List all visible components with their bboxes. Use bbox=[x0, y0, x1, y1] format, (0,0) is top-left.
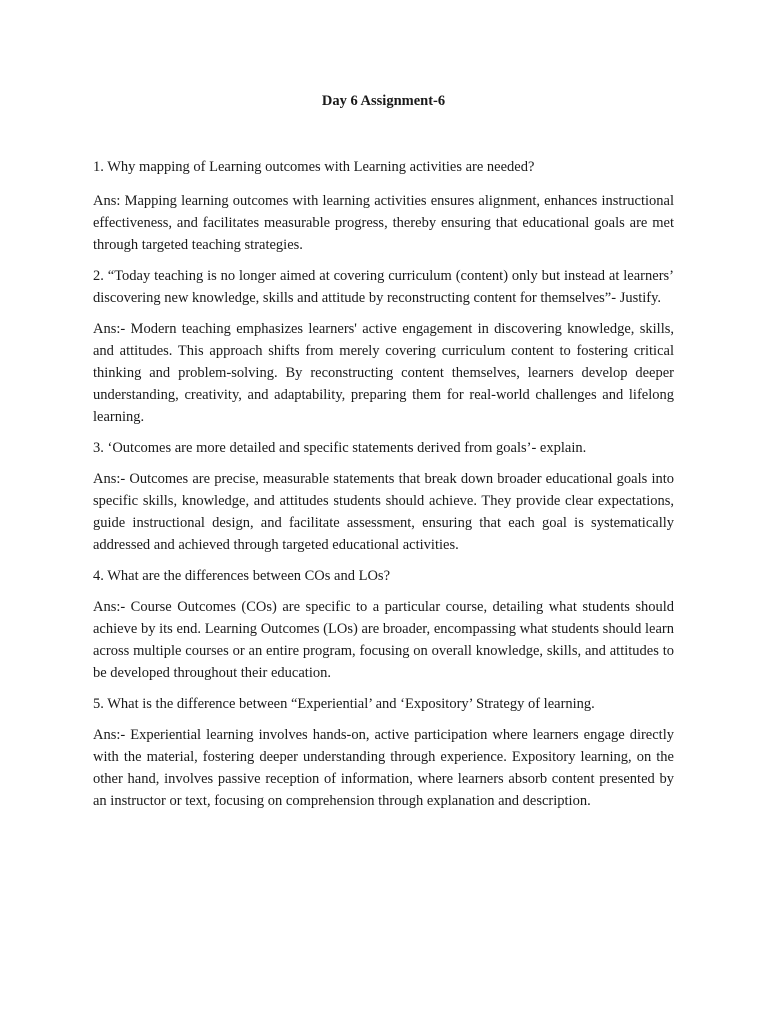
answer-4: Ans:- Course Outcomes (COs) are specific to a particular course, detailing what students should achieve by its end. Learning Outcomes (LOs) are broader, encompassing what students should learn across multiple courses or an entire program, focusing on overall knowledge, skills, and attitudes to be developed throughout their education. bbox=[93, 599, 674, 681]
question-2: 2. “Today teaching is no longer aimed at covering curriculum (content) only but instead at learners’ discovering new knowledge, skills and attitude by reconstructing content for themselves”- Justify. bbox=[93, 268, 674, 306]
document-body bbox=[93, 92, 674, 821]
answer-1: Ans: Mapping learning outcomes with learning activities ensures alignment, enhances instructional effectiveness, and facilitates measurable progress, thereby ensuring that educational goals are met through targeted teaching strategies. bbox=[93, 193, 674, 253]
answer-5: Ans:- Experiential learning involves hands-on, active participation where learners engage directly with the material, fostering deeper understanding through experience. Expository learning, on the other hand, involves passive reception of information, where learners absorb content presented by an instructor or text, focusing on comprehension through explanation and description. bbox=[93, 727, 674, 809]
question-4: 4. What are the differences between COs and LOs? bbox=[93, 568, 391, 584]
question-1: 1. Why mapping of Learning outcomes with Learning activities are needed? bbox=[93, 159, 535, 175]
question-5: 5. What is the difference between “Experiential’ and ‘Expository’ Strategy of learning. bbox=[93, 696, 595, 712]
question-3: 3. ‘Outcomes are more detailed and specific statements derived from goals’- explain. bbox=[93, 440, 587, 456]
answer-2: Ans:- Modern teaching emphasizes learners' active engagement in discovering knowledge, skills, and attitudes. This approach shifts from merely covering curriculum content to fostering critical thinking and problem-solving. By reconstructing content themselves, learners develop deeper understanding, creativity, and adaptability, preparing them for real-world challenges and lifelong learning. bbox=[93, 321, 674, 425]
document-title: Day 6 Assignment-6 bbox=[321, 93, 446, 109]
answer-3: Ans:- Outcomes are precise, measurable statements that break down broader educational goals into specific skills, knowledge, and attitudes students should achieve. They provide clear expectations, guide instructional design, and facilitate assessment, ensuring that each goal is systematically addressed and achieved through targeted educational activities. bbox=[93, 471, 674, 553]
